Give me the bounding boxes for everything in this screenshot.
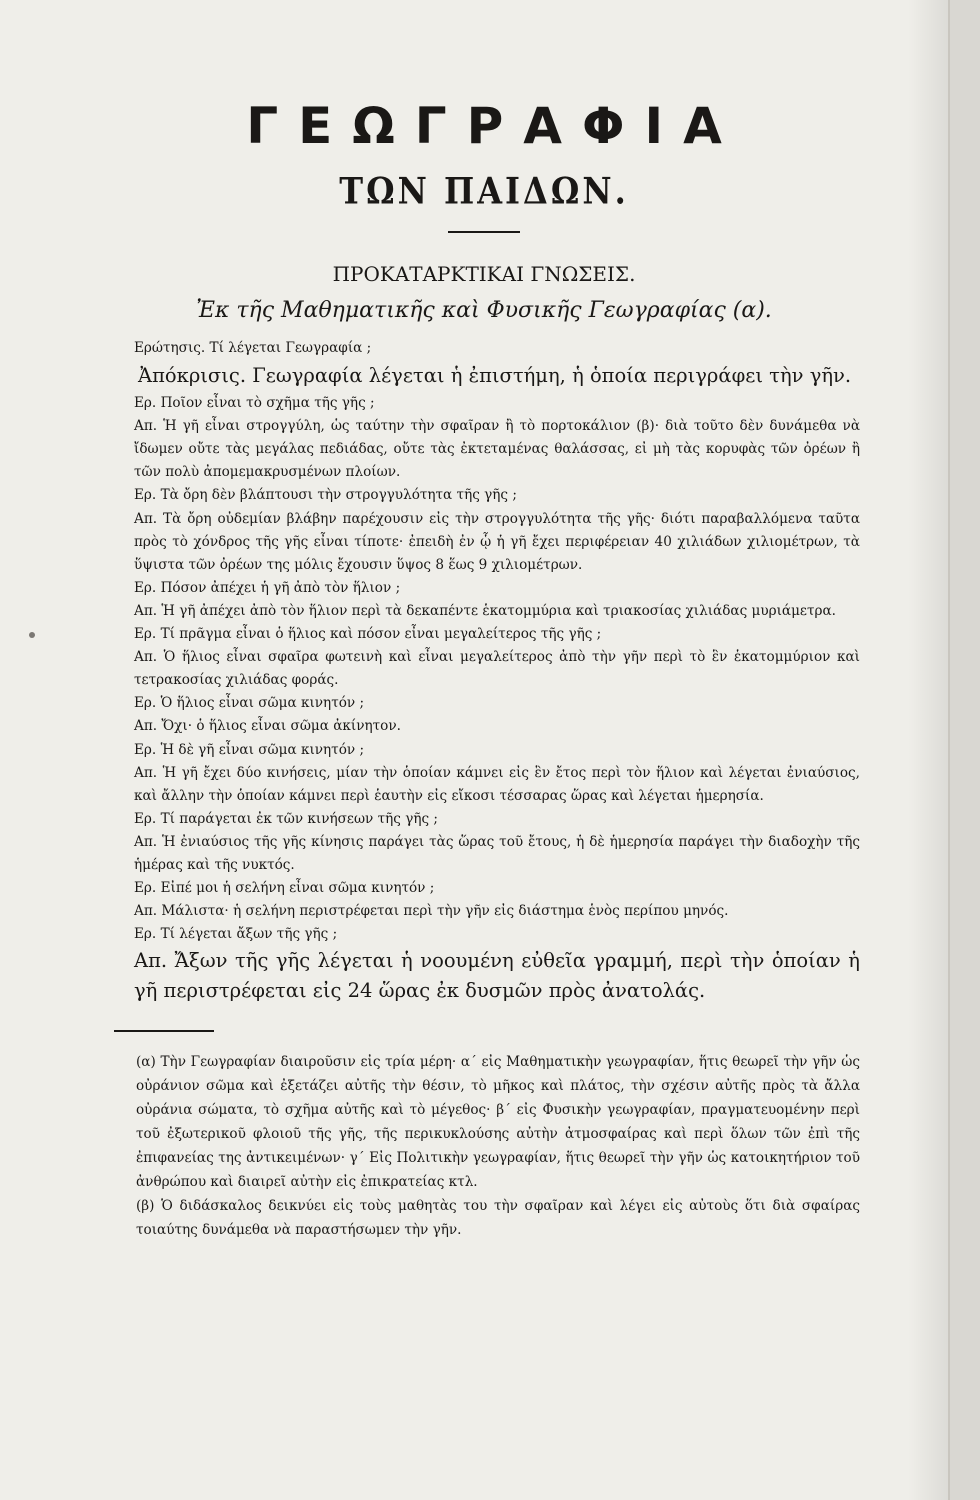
qa-label: Ερώτησις. xyxy=(134,340,206,356)
qa-text: Ἡ γῆ ἀπέχει ἀπὸ τὸν ἥλιον περὶ τὰ δεκαπέντε ἑκατομμύρια καὶ τριακοσίας χιλιάδας μυριάμετρα. xyxy=(161,602,836,619)
page-edge-shadow xyxy=(908,0,948,1500)
qa-text: Τί παράγεται ἐκ τῶν κινήσεων τῆς γῆς ; xyxy=(160,810,439,827)
qa-text: Τὰ ὄρη οὐδεμίαν βλάβην παρέχουσιν εἰς τὴν στρογγυλότητα τῆς γῆς· διότι παραβαλλόμενα ταῦτα πρὸς τὸ χόνδρος τῆς γῆς εἶναι τίποτε· ἐπειδὴ ἐν ᾧ ἡ γῆ ἔχει περιφέρειαν 40 χιλιάδων χιλιομέτρων, τὰ ὕψιστα τῶν ὀρέων της μόλις ἔχουσιν ὕψος 8 ἕως 9 χιλιομέτρων. xyxy=(134,510,860,573)
qa-label: Ερ. xyxy=(134,695,157,712)
qa-text: Τί πρᾶγμα εἶναι ὁ ἥλιος καὶ πόσον εἶναι μεγαλείτερος τῆς γῆς ; xyxy=(160,626,602,643)
footnote-mark: (α) xyxy=(136,1054,156,1071)
qa-text: Ποῖον εἶναι τὸ σχῆμα τῆς γῆς ; xyxy=(160,395,375,412)
book-title: ΓΕΩΓΡΑΦΙΑ xyxy=(246,97,742,155)
section-subheading: Ἐκ τῆς Μαθηματικῆς καὶ Φυσικῆς Γεωγραφίας (α). xyxy=(196,298,772,323)
qa-line xyxy=(108,923,860,946)
qa-label: Ερ. xyxy=(134,579,157,596)
section-heading: ΠΡΟΚΑΤΑΡΚΤΙΚΑΙ ΓΝΩΣΕΙΣ. xyxy=(332,262,636,286)
footnote xyxy=(108,1050,860,1194)
qa-label: Απ. xyxy=(134,833,158,850)
qa-line xyxy=(108,337,860,360)
book-subtitle: ΤΩΝ ΠΑΙΔΩΝ. xyxy=(339,169,629,213)
qa-line xyxy=(108,715,860,738)
qa-text: Γεωγραφία λέγεται ἡ ἐπιστήμη, ἡ ὁποία περιγράφει τὴν γῆν. xyxy=(252,364,852,388)
footnote-divider xyxy=(114,1030,214,1032)
qa-text: Τί λέγεται Γεωγραφία ; xyxy=(209,340,372,356)
qa-text: Ἄξων τῆς γῆς λέγεται ἡ νοουμένη εὐθεῖα γραμμή, περὶ τὴν ὁποίαν ἡ γῆ περιστρέφεται εἰς 24 ὥρας ἐκ δυσμῶν πρὸς ἀνατολάς. xyxy=(134,949,860,1003)
qa-text: Ὁ ἥλιος εἶναι σφαῖρα φωτεινὴ καὶ εἶναι μεγαλείτερος ἀπὸ τὴν γῆν περὶ τὸ ἓν ἑκατομμύριον καὶ τετρακοσίας χιλιάδας φοράς. xyxy=(134,649,860,689)
qa-label: Ἀπόκρισις. xyxy=(138,364,247,388)
qa-label: Απ. xyxy=(134,649,158,666)
title-divider xyxy=(448,231,520,233)
qa-line xyxy=(108,623,860,646)
footnote-text: Ὁ διδάσκαλος δεικνύει εἰς τοὺς μαθητὰς του τὴν σφαῖραν καὶ λέγει εἰς αὐτοὺς ὅτι διὰ σφαίρας τοιαύτης δυνάμεθα νὰ παραστήσωμεν τὴν γῆν. xyxy=(136,1198,860,1239)
qa-text: Ὁ ἥλιος εἶναι σῶμα κινητόν ; xyxy=(160,695,365,712)
qa-line xyxy=(108,762,860,808)
qa-text: Ἡ δὲ γῆ εἶναι σῶμα κινητόν ; xyxy=(160,741,365,758)
qa-label: Απ. xyxy=(134,903,158,920)
qa-line xyxy=(108,392,860,415)
qa-label: Ερ. xyxy=(134,880,157,897)
qa-label: Ερ. xyxy=(134,487,157,504)
qa-text: Ἡ ἐνιαύσιος τῆς γῆς κίνησις παράγει τὰς ὥρας τοῦ ἔτους, ἡ δὲ ἡμερησία παράγει τὴν διαδοχὴν τῆς ἡμέρας καὶ τῆς νυκτός. xyxy=(134,833,860,873)
qa-label: Απ. xyxy=(134,718,158,735)
qa-line xyxy=(108,946,860,1006)
footnote xyxy=(108,1194,860,1242)
qa-line xyxy=(108,808,860,831)
qa-label: Απ. xyxy=(134,764,158,781)
qa-line xyxy=(108,577,860,600)
qa-label: Ερ. xyxy=(134,810,157,827)
qa-text: Μάλιστα· ἡ σελήνη περιστρέφεται περὶ τὴν γῆν εἰς διάστημα ἑνὸς περίπου μηνός. xyxy=(161,903,729,920)
footnote-text: Τὴν Γεωγραφίαν διαιροῦσιν εἰς τρία μέρη· α΄ εἰς Μαθηματικὴν γεωγραφίαν, ἥτις θεωρεῖ τὴν γῆν ὡς οὐράνιον σῶμα καὶ ἐξετάζει αὐτῆς τὴν θέσιν, τὸ μῆκος καὶ πλάτος, τὴν σχέσιν αὐτῆς πρὸς τὰ ἄλλα οὐράνια σώματα, τὸ σχῆμα αὐτῆς καὶ τὸ μέγεθος· β΄ εἰς Φυσικὴν γεωγραφίαν, πραγματευομένην περὶ τοῦ ἐξωτερικοῦ φλοιοῦ τῆς γῆς, τῆς περικυκλούσης αὐτὴν ἀτμοσφαίρας καὶ περὶ ὅλων τῶν ἐπὶ τῆς ἐπιφανείας της ἀντικειμένων· γ΄ Εἰς Πολιτικὴν γεωγραφίαν, ἥτις θεωρεῖ τὴν γῆν ὡς κατοικητήριον τοῦ ἀνθρώπου καὶ διαιρεῖ αὐτὴν εἰς ἐπικρατείας κτλ. xyxy=(136,1054,860,1191)
qa-line xyxy=(108,900,860,923)
qa-label: Ερ. xyxy=(134,395,157,412)
qa-label: Ερ. xyxy=(134,741,157,758)
question-answer-list xyxy=(108,337,860,1006)
qa-text: Ἡ γῆ ἔχει δύο κινήσεις, μίαν τὴν ὁποίαν κάμνει εἰς ἓν ἔτος περὶ τὸν ἥλιον καὶ λέγεται ἐνιαύσιος, καὶ ἄλλην τὴν ὁποίαν κάμνει περὶ ἑαυτὴν εἰς εἴκοσι τέσσαρας ὥρας καὶ λέγεται ἡμερησία. xyxy=(134,764,860,804)
qa-line xyxy=(108,646,860,692)
qa-text: Εἰπέ μοι ἡ σελήνη εἶναι σῶμα κινητόν ; xyxy=(160,880,435,897)
qa-text: Πόσον ἀπέχει ἡ γῆ ἀπὸ τὸν ἥλιον ; xyxy=(160,579,401,596)
qa-text: Ὄχι· ὁ ἥλιος εἶναι σῶμα ἀκίνητον. xyxy=(161,718,401,735)
margin-dot xyxy=(29,632,35,638)
qa-line xyxy=(108,415,860,484)
qa-line xyxy=(108,831,860,877)
qa-line xyxy=(108,692,860,715)
footnotes xyxy=(108,1050,860,1242)
qa-line xyxy=(108,600,860,623)
qa-line xyxy=(108,484,860,507)
qa-text: Τὰ ὄρη δὲν βλάπτουσι τὴν στρογγυλότητα τῆς γῆς ; xyxy=(160,487,517,504)
qa-label: Ερ. xyxy=(134,626,157,643)
qa-label: Απ. xyxy=(134,602,158,619)
qa-text: Ἡ γῆ εἶναι στρογγύλη, ὡς ταύτην τὴν σφαῖραν ἢ τὸ πορτοκάλιον (β)· διὰ τοῦτο δὲν δυνάμεθα νὰ ἴδωμεν οὔτε τὰς μεγάλας πεδιάδας, οὔτε τὰς ἐκτεταμένας θαλάσσας, εἰ μὴ τὰς κορυφὰς τῶν ὀρέων ἢ τῶν πολὺ ἀπομεμακρυσμένων πλοίων. xyxy=(134,418,860,481)
qa-label: Απ. xyxy=(134,510,158,527)
footnote-mark: (β) xyxy=(136,1198,155,1215)
page-content xyxy=(108,95,860,1242)
qa-line xyxy=(108,360,860,392)
qa-label: Απ. xyxy=(134,949,168,973)
qa-line xyxy=(108,739,860,762)
qa-label: Απ. xyxy=(134,418,158,435)
qa-label: Ερ. xyxy=(134,926,157,943)
qa-text: Τί λέγεται ἄξων τῆς γῆς ; xyxy=(160,926,338,943)
qa-line xyxy=(108,508,860,577)
qa-line xyxy=(108,877,860,900)
